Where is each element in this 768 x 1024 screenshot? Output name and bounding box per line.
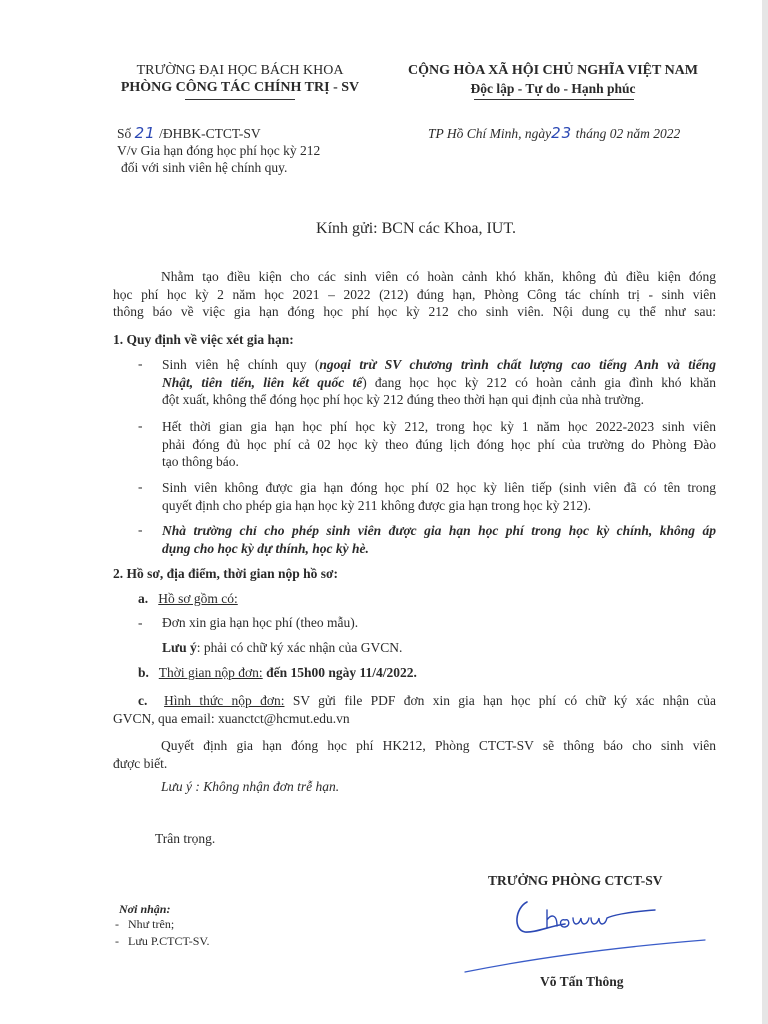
header-left-underline bbox=[185, 99, 295, 100]
section-2c-line-1: c. Hình thức nộp đơn: SV gửi file PDF đơn xin gia hạn học phí có chữ ký xác nhận của bbox=[138, 693, 717, 708]
recipients-item-1: - Như trên; bbox=[115, 917, 175, 931]
section-2c-line-2: GVCN, qua email: xuanctct@hcmut.edu.vn bbox=[113, 710, 350, 726]
note-label: Lưu ý bbox=[162, 640, 197, 655]
date-day-handwritten: 23 bbox=[551, 124, 573, 142]
item-4-line-1: Nhà trường chỉ cho phép sinh viên được gia hạn học phí trong học kỳ chính, không áp bbox=[162, 523, 716, 538]
section-2b bbox=[138, 665, 417, 681]
document-date bbox=[428, 124, 680, 142]
document-number bbox=[117, 124, 261, 142]
decision-line-2: được biết. bbox=[113, 755, 168, 771]
item-3-line-1: Sinh viên không được gia hạn đóng học phí 02 học kỳ liên tiếp (sinh viên đã có tên trong bbox=[162, 480, 716, 495]
section-1-item-2 bbox=[162, 418, 716, 471]
item-2-line-3: tạo thông báo. bbox=[162, 454, 239, 469]
section-2a bbox=[138, 591, 238, 607]
section-2a-item: Đơn xin gia hạn học phí (theo mẫu). bbox=[162, 615, 359, 630]
item-4-line-2: dụng cho học kỳ dự thính, học kỳ hè. bbox=[162, 540, 369, 556]
decision-paragraph bbox=[113, 737, 716, 772]
bullet-dash: - bbox=[138, 615, 143, 630]
item-1-line-1: Sinh viên hệ chính quy (ngoại trừ SV chương trình chất lượng cao tiếng Anh và tiếng bbox=[162, 357, 716, 372]
signer-title: TRƯỞNG PHÒNG CTCT-SV bbox=[488, 873, 663, 888]
bullet-dash: - bbox=[138, 522, 143, 537]
section-1-item-4 bbox=[162, 522, 716, 557]
intro-line-3: thông báo về việc gia hạn đóng học phí học kỳ 212 cho sinh viên. Nội dung cụ thể như sau: bbox=[113, 304, 716, 319]
doc-number-suffix: /ĐHBK-CTCT-SV bbox=[159, 126, 261, 141]
date-suffix: tháng 02 năm 2022 bbox=[575, 126, 681, 141]
signer-name: Võ Tấn Thông bbox=[540, 974, 624, 989]
item-1-line-2: Nhật, tiên tiến, liên kết quốc tế) đang học học kỳ 212 có hoàn cảnh gia đình khó khăn bbox=[162, 374, 716, 390]
university-name: TRƯỜNG ĐẠI HỌC BÁCH KHOA bbox=[136, 63, 344, 78]
handwritten-signature bbox=[455, 890, 715, 980]
section-2c bbox=[113, 692, 716, 727]
country-name: CỘNG HÒA XÃ HỘI CHỦ NGHĨA VIỆT NAM bbox=[407, 63, 698, 78]
date-prefix: TP Hồ Chí Minh, ngày bbox=[428, 126, 552, 141]
doc-number-prefix: Số bbox=[117, 126, 132, 141]
subject-line-2: đối với sinh viên hệ chính quy. bbox=[121, 160, 288, 175]
section-2-title: 2. Hồ sơ, địa điểm, thời gian nộp hồ sơ: bbox=[113, 566, 338, 581]
decision-line-1: Quyết định gia hạn đóng học phí HK212, Phòng CTCT-SV sẽ thông báo cho sinh viên bbox=[161, 738, 716, 753]
recipients-item-2: - Lưu P.CTCT-SV. bbox=[115, 934, 210, 948]
item-2-line-1: Hết thời gian gia hạn học phí học kỳ 212, trong học kỳ 1 năm học 2022-2023 sinh viên bbox=[162, 419, 716, 434]
intro-paragraph bbox=[113, 268, 716, 321]
bullet-dash: - bbox=[138, 479, 143, 494]
bullet-dash: - bbox=[138, 418, 143, 433]
recipient-line: Kính gửi: BCN các Khoa, IUT. bbox=[316, 220, 516, 237]
section-2a-label: a. bbox=[138, 591, 149, 606]
subject-line-1: V/v Gia hạn đóng học phí học kỳ 212 bbox=[117, 143, 321, 158]
scrollbar-track[interactable] bbox=[762, 0, 768, 1024]
recipients-title: Nơi nhận: bbox=[119, 902, 171, 916]
item-2-line-2: phải đóng đủ học phí cả 02 học kỳ theo đúng lịch đóng học phí của trường do Phòng Đào bbox=[162, 436, 716, 452]
note-text: : phải có chữ ký xác nhận của GVCN. bbox=[196, 640, 403, 655]
doc-number-handwritten: 21 bbox=[134, 124, 156, 142]
item-1-line-3: đột xuất, không thể đóng học phí học kỳ 212 đúng theo thời hạn qui định của nhà trường. bbox=[162, 392, 645, 407]
header-right-underline bbox=[474, 99, 634, 100]
section-1-item-1 bbox=[162, 356, 716, 409]
intro-line-2: học phí học kỳ 2 năm học 2021 – 2022 (212) đúng hạn, Phòng Công tác chính trị - sinh viên bbox=[113, 286, 716, 302]
section-2b-title: Thời gian nộp đơn: bbox=[158, 665, 263, 680]
section-2b-value: đến 15h00 ngày 11/4/2022. bbox=[266, 665, 417, 680]
section-2a-note bbox=[162, 640, 402, 656]
section-2b-label: b. bbox=[138, 665, 149, 680]
closing-text: Trân trọng. bbox=[155, 831, 216, 846]
section-2a-title: Hồ sơ gồm có: bbox=[158, 591, 238, 606]
section-1-item-3 bbox=[162, 479, 716, 514]
intro-line-1: Nhằm tạo điều kiện cho các sinh viên có hoàn cảnh khó khăn, không đủ điều kiện đóng bbox=[161, 269, 716, 284]
section-1-title: 1. Quy định về việc xét gia hạn: bbox=[113, 332, 294, 347]
department-name: PHÒNG CÔNG TÁC CHÍNH TRỊ - SV bbox=[120, 80, 360, 95]
late-submission-note: Lưu ý : Không nhận đơn trễ hạn. bbox=[161, 779, 340, 794]
national-motto: Độc lập - Tự do - Hạnh phúc bbox=[470, 81, 636, 96]
bullet-dash: - bbox=[138, 356, 143, 371]
item-3-line-2: quyết định cho phép gia hạn học kỳ 211 không được gia hạn trong học kỳ 212). bbox=[162, 497, 591, 513]
